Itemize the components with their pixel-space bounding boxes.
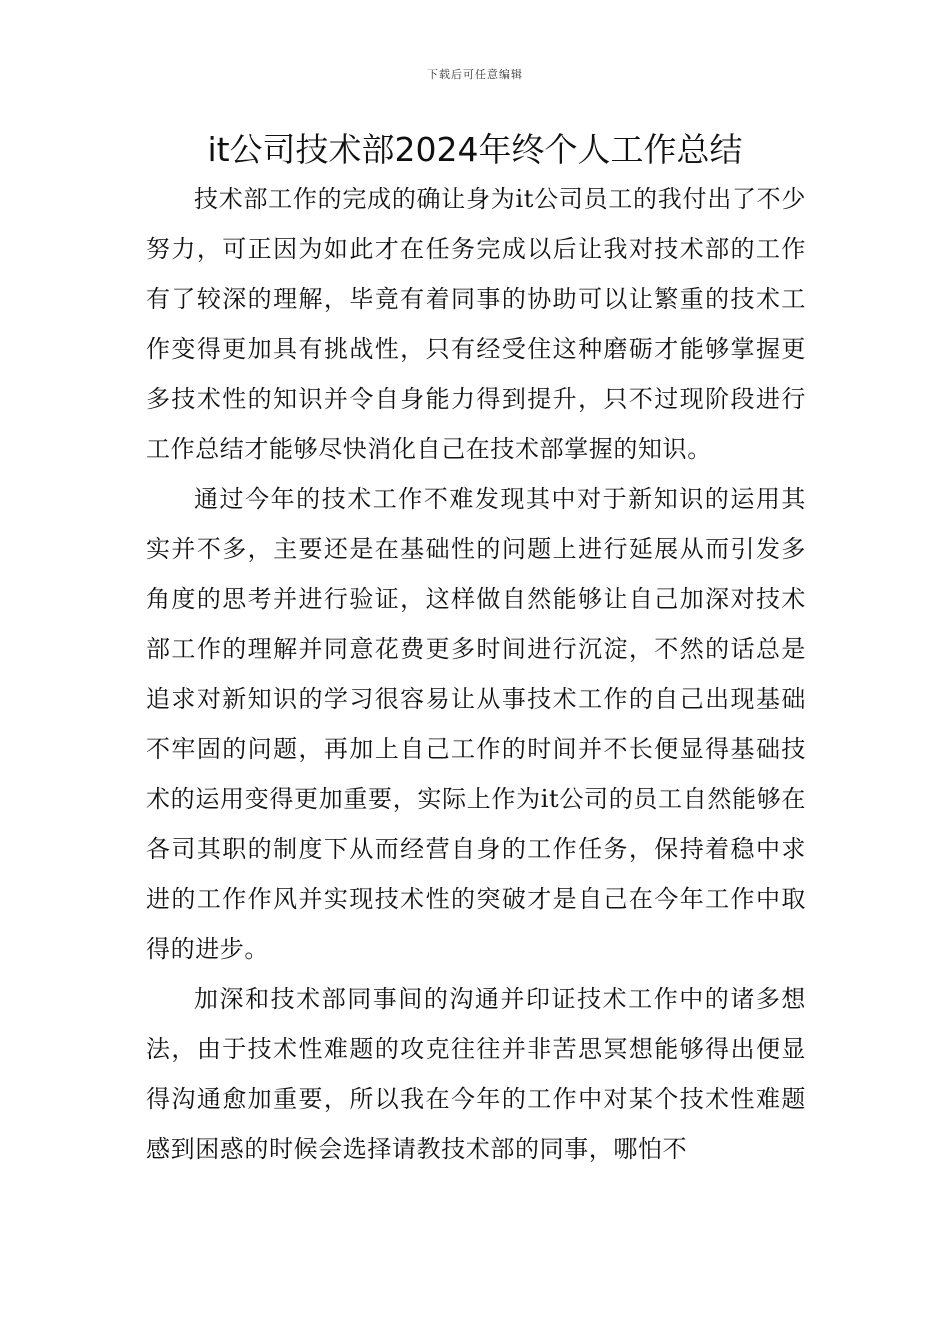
header-note: 下载后可任意编辑 bbox=[427, 68, 523, 81]
paragraph-2: 通过今年的技术工作不难发现其中对于新知识的运用其实并不多，主要还是在基础性的问题上进行延展从而引发多角度的思考并进行验证，这样做自然能够让自己加深对技术部工作的理解并同意花费更多时间进行沉淀，不然的话总是追求对新知识的学习很容易让从事技术工作的自己出现基础不牢固的问题，再加上自己工作的时间并不长便显得基础技术的运用变得更加重要，实际上作为it公司的员工自然能够在各司其职的制度下从而经营自身的工作任务，保持着稳中求进的工作作风并实现技术性的突破才是自己在今年工作中取得的进步。 bbox=[146, 485, 806, 963]
paragraph-1: 技术部工作的完成的确让身为it公司员工的我付出了不少努力，可正因为如此才在任务完成以后让我对技术部的工作有了较深的理解，毕竟有着同事的协助可以让繁重的技术工作变得更加具有挑战性，只有经受住这种磨砺才能够掌握更多技术性的知识并令自身能力得到提升，只不过现阶段进行工作总结才能够尽快消化自己在技术部掌握的知识。 bbox=[146, 185, 806, 463]
document-title: it公司技术部2024年终个人工作总结 bbox=[207, 130, 743, 169]
paragraph-3: 加深和技术部同事间的沟通并印证技术工作中的诸多想法，由于技术性难题的攻克往往并非苦思冥想能够得出便显得沟通愈加重要，所以我在今年的工作中对某个技术性难题感到困惑的时候会选择请教技术部的同事，哪怕不 bbox=[146, 985, 806, 1163]
document-body bbox=[146, 174, 806, 1174]
